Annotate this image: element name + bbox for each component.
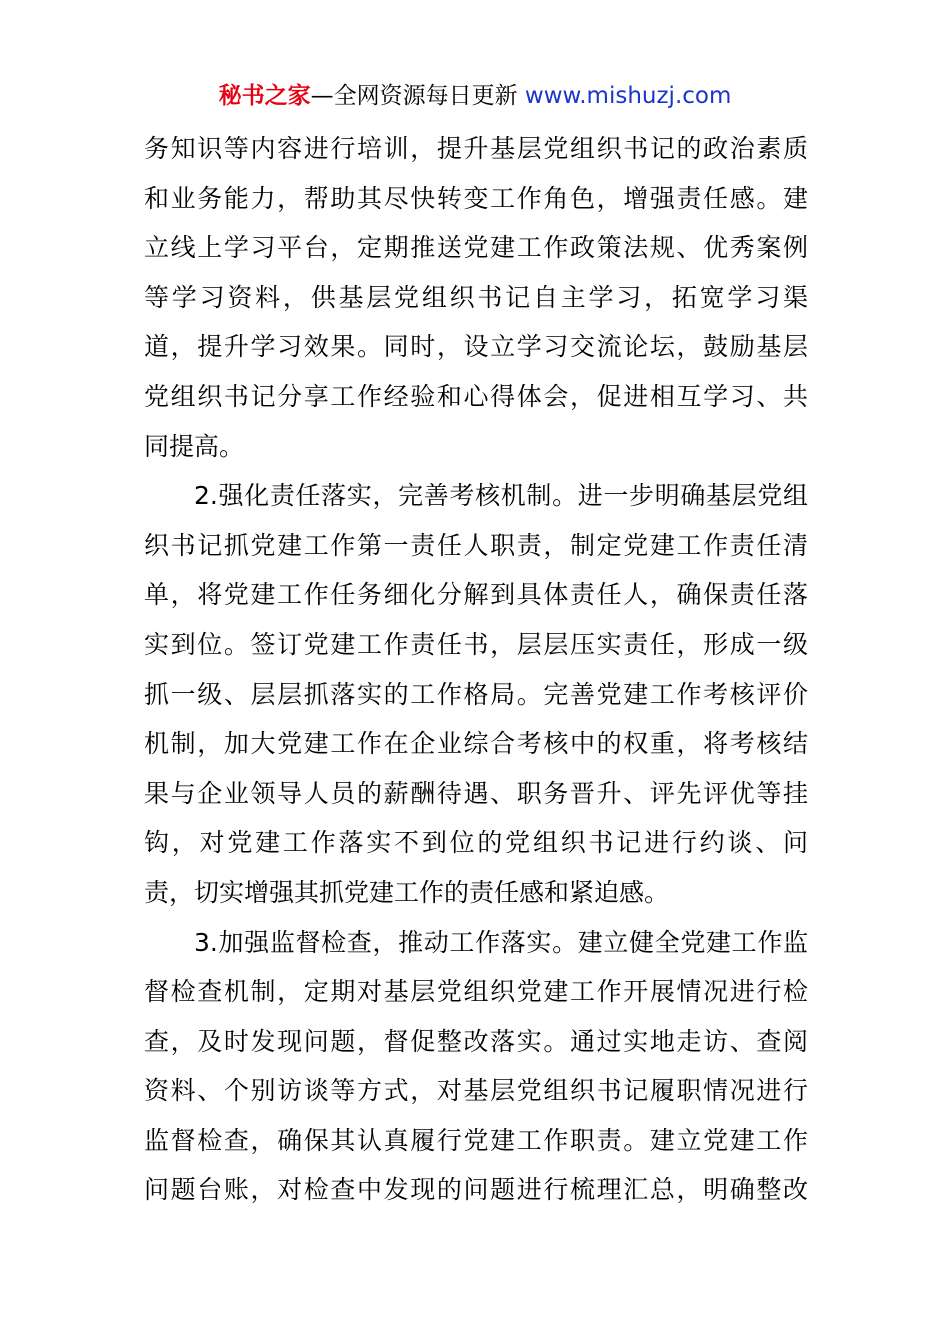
text-line: 抓一级、层层抓落实的工作格局。完善党建工作考核评价 (144, 679, 808, 709)
text-line: 责，切实增强其抓党建工作的责任感和紧迫感。 (144, 877, 670, 907)
text-line: 等学习资料，供基层党组织书记自主学习，拓宽学习渠 (144, 282, 808, 312)
site-url[interactable]: www.mishuzj.com (524, 83, 732, 109)
document-body (144, 124, 808, 1215)
text-line: 立线上学习平台，定期推送党建工作政策法规、优秀案例 (144, 233, 808, 263)
text-line: 钩，对党建工作落实不到位的党组织书记进行约谈、问 (144, 828, 808, 858)
header-tagline: —全网资源每日更新 (310, 83, 525, 109)
text-line: 织书记抓党建工作第一责任人职责，制定党建工作责任清 (144, 530, 808, 560)
text-line: 问题台账，对检查中发现的问题进行梳理汇总，明确整改 (144, 1175, 808, 1205)
paragraph-heading-3: 3.加强监督检查，推动工作落实。建立健全党建工作监 (194, 927, 808, 957)
text-line: 资料、个别访谈等方式，对基层党组织书记履职情况进行 (144, 1076, 808, 1106)
text-line: 机制，加大党建工作在企业综合考核中的权重，将考核结 (144, 729, 808, 759)
text-line: 监督检查，确保其认真履行党建工作职责。建立党建工作 (144, 1125, 808, 1155)
text-line: 和业务能力，帮助其尽快转变工作角色，增强责任感。建 (144, 183, 808, 213)
brand-name: 秘书之家 (218, 83, 311, 109)
text-line: 党组织书记分享工作经验和心得体会，促进相互学习、共 (144, 381, 808, 411)
text-line: 果与企业领导人员的薪酬待遇、职务晋升、评先评优等挂 (144, 778, 808, 808)
text-line: 查，及时发现问题，督促整改落实。通过实地走访、查阅 (144, 1026, 808, 1056)
paragraph-heading-2: 2.强化责任落实，完善考核机制。进一步明确基层党组 (194, 481, 808, 511)
text-line: 务知识等内容进行培训，提升基层党组织书记的政治素质 (144, 134, 808, 163)
site-header (0, 80, 950, 112)
text-line: 督检查机制，定期对基层党组织党建工作开展情况进行检 (144, 977, 808, 1007)
text-line: 实到位。签订党建工作责任书，层层压实责任，形成一级 (144, 629, 808, 659)
text-line: 单，将党建工作任务细化分解到具体责任人，确保责任落 (144, 580, 808, 610)
text-line: 同提高。 (144, 431, 245, 461)
text-line: 道，提升学习效果。同时，设立学习交流论坛，鼓励基层 (144, 332, 808, 362)
